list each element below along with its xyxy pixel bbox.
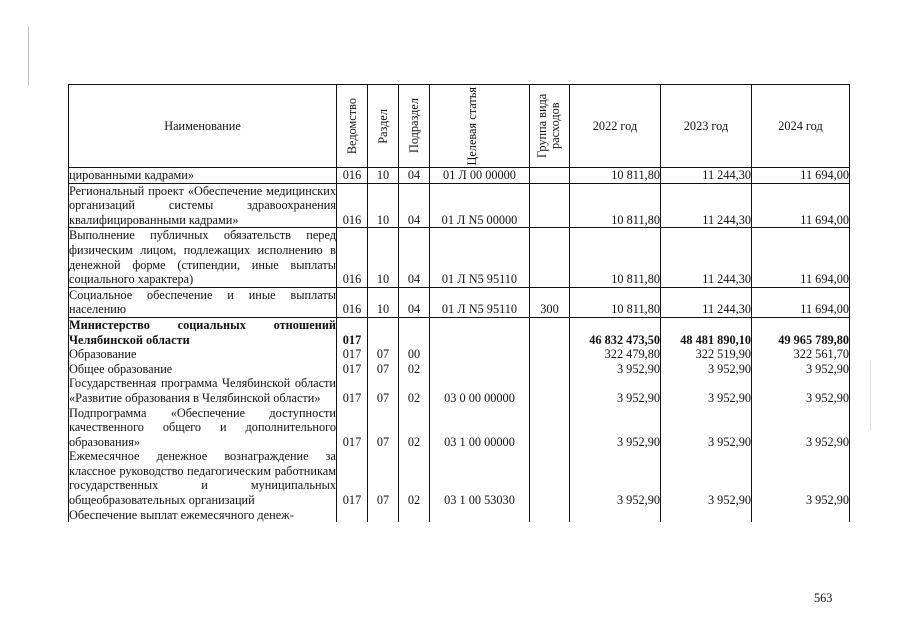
row-razdel: 07 bbox=[368, 347, 399, 362]
table-row bbox=[69, 168, 850, 184]
row-2022: 10 811,80 bbox=[570, 183, 661, 228]
row-2024: 11 694,00 bbox=[752, 287, 850, 317]
row-name: Образование bbox=[69, 347, 337, 362]
row-2023: 48 481 890,10 bbox=[661, 317, 752, 347]
row-podrazdel: 04 bbox=[399, 168, 430, 184]
row-vedomstvo: 017 bbox=[337, 362, 368, 377]
row-razdel: 10 bbox=[368, 287, 399, 317]
row-gruppa-vida bbox=[530, 168, 570, 184]
row-podrazdel: 00 bbox=[399, 347, 430, 362]
row-2024: 3 952,90 bbox=[752, 362, 850, 377]
header-podrazdel: Подраздел bbox=[399, 85, 430, 168]
row-vedomstvo: 017 bbox=[337, 449, 368, 507]
row-podrazdel bbox=[399, 317, 430, 347]
header-celevaya-statya: Целевая статья bbox=[430, 85, 530, 168]
row-2024: 49 965 789,80 bbox=[752, 317, 850, 347]
table-row bbox=[69, 228, 850, 287]
row-2024: 11 694,00 bbox=[752, 228, 850, 287]
row-2023: 3 952,90 bbox=[661, 362, 752, 377]
row-gruppa-vida bbox=[530, 183, 570, 228]
row-razdel: 07 bbox=[368, 406, 399, 450]
row-name: Ежемесячное денежное вознаграждение за классное руководство педагогическим работникам государственных и муниципальных общеобразовательных организаций bbox=[69, 449, 336, 508]
table-row bbox=[69, 317, 850, 347]
row-podrazdel: 02 bbox=[399, 406, 430, 450]
row-2024: 3 952,90 bbox=[752, 376, 850, 405]
row-2024: 322 561,70 bbox=[752, 347, 850, 362]
row-celevaya-statya bbox=[430, 362, 530, 377]
row-name: Министерство социальных отношений Челябинской области bbox=[69, 317, 336, 347]
row-2024: 3 952,90 bbox=[752, 449, 850, 507]
row-razdel bbox=[368, 317, 399, 347]
row-name: Социальное обеспечение и иные выплаты населению bbox=[69, 287, 336, 317]
row-2024: 11 694,00 bbox=[752, 168, 850, 184]
row-vedomstvo: 017 bbox=[337, 376, 368, 405]
row-podrazdel: 04 bbox=[399, 183, 430, 228]
table-row bbox=[69, 508, 850, 523]
row-2022: 10 811,80 bbox=[570, 228, 661, 287]
row-2023: 3 952,90 bbox=[661, 449, 752, 507]
row-2022: 10 811,80 bbox=[570, 287, 661, 317]
row-2023: 3 952,90 bbox=[661, 376, 752, 405]
header-gruppa-vida-rashodov: Группа вида расходов bbox=[530, 85, 570, 168]
row-celevaya-statya: 03 0 00 00000 bbox=[430, 376, 530, 405]
row-2022: 3 952,90 bbox=[570, 376, 661, 405]
row-name: Региональный проект «Обеспечение медицинских организаций системы здравоохранения квалифицированными кадрами» bbox=[69, 183, 336, 227]
row-podrazdel bbox=[399, 508, 430, 523]
row-2022: 3 952,90 bbox=[570, 362, 661, 377]
scan-edge-mark bbox=[28, 26, 29, 86]
row-podrazdel: 02 bbox=[399, 362, 430, 377]
row-celevaya-statya: 03 1 00 53030 bbox=[430, 449, 530, 507]
row-gruppa-vida bbox=[530, 508, 570, 523]
row-celevaya-statya bbox=[430, 508, 530, 523]
row-podrazdel: 02 bbox=[399, 376, 430, 405]
row-2023: 11 244,30 bbox=[661, 183, 752, 228]
row-2022: 10 811,80 bbox=[570, 168, 661, 184]
row-name: цированными кадрами» bbox=[69, 168, 337, 184]
row-razdel: 10 bbox=[368, 228, 399, 287]
row-2023: 11 244,30 bbox=[661, 228, 752, 287]
row-razdel: 07 bbox=[368, 362, 399, 377]
header-2022: 2022 год bbox=[570, 85, 661, 168]
table-row bbox=[69, 347, 850, 362]
row-2022: 3 952,90 bbox=[570, 449, 661, 507]
row-2022: 46 832 473,50 bbox=[570, 317, 661, 347]
row-podrazdel: 04 bbox=[399, 287, 430, 317]
budget-table bbox=[68, 84, 850, 522]
header-2024: 2024 год bbox=[752, 85, 850, 168]
row-vedomstvo: 017 bbox=[337, 317, 368, 347]
table-row bbox=[69, 362, 850, 377]
row-name: Выполнение публичных обязательств перед физическим лицом, подлежащих исполнению в денежной форме (стипендии, иные выплаты социального характера) bbox=[69, 228, 336, 287]
table-row bbox=[69, 376, 850, 405]
header-2023: 2023 год bbox=[661, 85, 752, 168]
row-name: Государственная программа Челябинской области «Развитие образования в Челябинской области» bbox=[69, 376, 336, 405]
row-razdel: 10 bbox=[368, 183, 399, 228]
row-celevaya-statya: 01 Л N5 95110 bbox=[430, 287, 530, 317]
row-2024 bbox=[752, 508, 850, 523]
row-razdel bbox=[368, 508, 399, 523]
row-celevaya-statya: 03 1 00 00000 bbox=[430, 406, 530, 450]
row-razdel: 07 bbox=[368, 449, 399, 507]
row-name: Общее образование bbox=[69, 362, 337, 377]
row-razdel: 10 bbox=[368, 168, 399, 184]
row-name: Обеспечение выплат ежемесячного денеж- bbox=[69, 508, 337, 523]
row-2022 bbox=[570, 508, 661, 523]
row-gruppa-vida bbox=[530, 228, 570, 287]
row-vedomstvo: 016 bbox=[337, 287, 368, 317]
row-2023: 3 952,90 bbox=[661, 406, 752, 450]
table-row bbox=[69, 449, 850, 507]
row-2023 bbox=[661, 508, 752, 523]
row-podrazdel: 02 bbox=[399, 449, 430, 507]
row-vedomstvo: 017 bbox=[337, 406, 368, 450]
row-celevaya-statya bbox=[430, 347, 530, 362]
header-vedomstvo: Ведомство bbox=[337, 85, 368, 168]
row-2022: 3 952,90 bbox=[570, 406, 661, 450]
row-gruppa-vida bbox=[530, 347, 570, 362]
row-gruppa-vida bbox=[530, 406, 570, 450]
table-header-row bbox=[69, 85, 850, 168]
row-gruppa-vida bbox=[530, 449, 570, 507]
row-vedomstvo: 016 bbox=[337, 183, 368, 228]
row-gruppa-vida bbox=[530, 362, 570, 377]
row-celevaya-statya bbox=[430, 317, 530, 347]
row-celevaya-statya: 01 Л N5 95110 bbox=[430, 228, 530, 287]
table-row bbox=[69, 183, 850, 228]
table-row bbox=[69, 287, 850, 317]
row-name: Подпрограмма «Обеспечение доступности качественного общего и дополнительного образования» bbox=[69, 405, 336, 449]
row-vedomstvo: 016 bbox=[337, 228, 368, 287]
row-2023: 11 244,30 bbox=[661, 287, 752, 317]
row-vedomstvo: 016 bbox=[337, 168, 368, 184]
row-2022: 322 479,80 bbox=[570, 347, 661, 362]
table-row bbox=[69, 406, 850, 450]
row-razdel: 07 bbox=[368, 376, 399, 405]
row-gruppa-vida bbox=[530, 317, 570, 347]
row-2024: 11 694,00 bbox=[752, 183, 850, 228]
row-podrazdel: 04 bbox=[399, 228, 430, 287]
row-gruppa-vida bbox=[530, 376, 570, 405]
header-name: Наименование bbox=[69, 85, 337, 168]
row-2023: 322 519,90 bbox=[661, 347, 752, 362]
row-gruppa-vida: 300 bbox=[530, 287, 570, 317]
row-vedomstvo: 017 bbox=[337, 347, 368, 362]
row-celevaya-statya: 01 Л N5 00000 bbox=[430, 183, 530, 228]
row-vedomstvo bbox=[337, 508, 368, 523]
scan-edge-mark bbox=[870, 360, 871, 430]
row-celevaya-statya: 01 Л 00 00000 bbox=[430, 168, 530, 184]
row-2024: 3 952,90 bbox=[752, 406, 850, 450]
header-razdel: Раздел bbox=[368, 85, 399, 168]
row-2023: 11 244,30 bbox=[661, 168, 752, 184]
page-number: 563 bbox=[814, 591, 833, 605]
